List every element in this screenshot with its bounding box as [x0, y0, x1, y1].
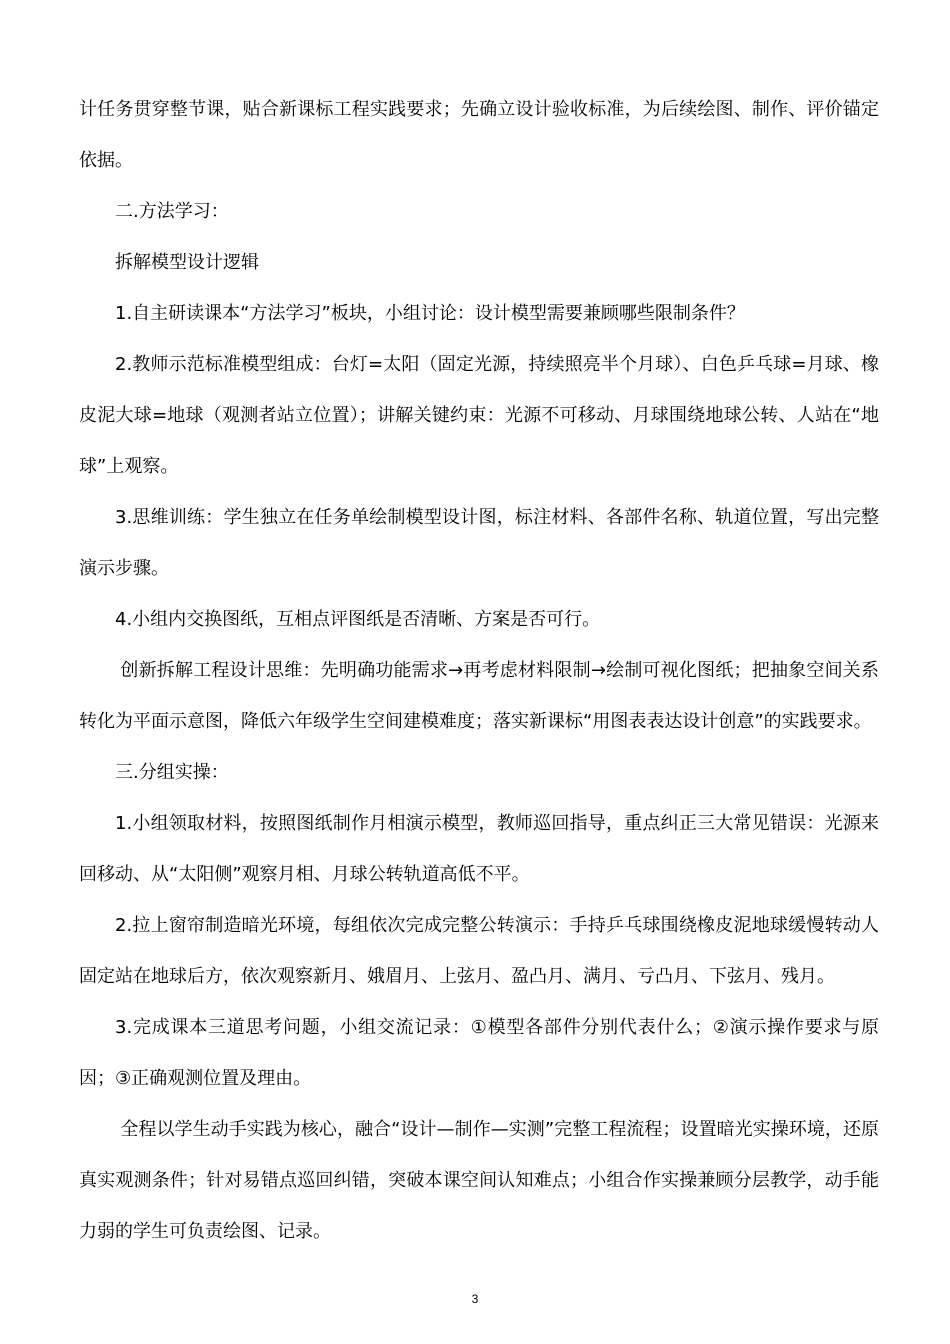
- paragraph-step-1: 1.自主研读课本“方法学习”板块，小组讨论：设计模型需要兼顾哪些限制条件？: [115, 303, 745, 324]
- paragraph-continuation: 计任务贯穿整节课，贴合新课标工程实践要求；先确立设计验收标准，为后续绘图、制作、评价锚定依据。: [79, 99, 879, 171]
- subheading-model-logic: 拆解模型设计逻辑: [115, 252, 259, 273]
- section-heading-group-practice: 三.分组实操：: [115, 762, 229, 783]
- document-page: [79, 84, 879, 1257]
- paragraph-practice-step-1: 1.小组领取材料，按照图纸制作月相演示模型，教师巡回指导，重点纠正三大常见错误：光源来回移动、从“太阳侧”观察月相、月球公转轨道高低不平。: [79, 813, 879, 885]
- paragraph-practice-step-2: 2.拉上窗帘制造暗光环境，每组依次完成完整公转演示：手持乒乓球围绕橡皮泥地球缓慢转动人固定站在地球后方，依次观察新月、娥眉月、上弦月、盈凸月、满月、亏凸月、下弦月、残月。: [79, 915, 879, 987]
- paragraph-design-rationale: 创新拆解工程设计思维：先明确功能需求→再考虑材料限制→绘制可视化图纸；把抽象空间关系转化为平面示意图，降低六年级学生空间建模难度；落实新课标“用图表表达设计创意”的实践要求。: [79, 660, 879, 732]
- paragraph-practice-rationale: 全程以学生动手实践为核心，融合“设计—制作—实测”完整工程流程；设置暗光实操环境，还原真实观测条件；针对易错点巡回纠错，突破本课空间认知难点；小组合作实操兼顾分层教学，动手能力弱的学生可负责绘图、记录。: [79, 1119, 879, 1242]
- paragraph-step-4: 4.小组内交换图纸，互相点评图纸是否清晰、方案是否可行。: [115, 609, 601, 630]
- section-heading-method-learning: 二.方法学习：: [115, 201, 229, 222]
- paragraph-step-3: 3.思维训练：学生独立在任务单绘制模型设计图，标注材料、各部件名称、轨道位置，写出完整演示步骤。: [79, 507, 879, 579]
- page-number: 3: [471, 1292, 479, 1306]
- paragraph-practice-step-3: 3.完成课本三道思考问题，小组交流记录：①模型各部件分别代表什么；②演示操作要求与原因；③正确观测位置及理由。: [79, 1017, 879, 1089]
- paragraph-step-2: 2.教师示范标准模型组成：台灯=太阳（固定光源，持续照亮半个月球）、白色乒乓球=月球、橡皮泥大球=地球（观测者站立位置）；讲解关键约束：光源不可移动、月球围绕地球公转、人站在“地球”上观察。: [79, 354, 879, 477]
